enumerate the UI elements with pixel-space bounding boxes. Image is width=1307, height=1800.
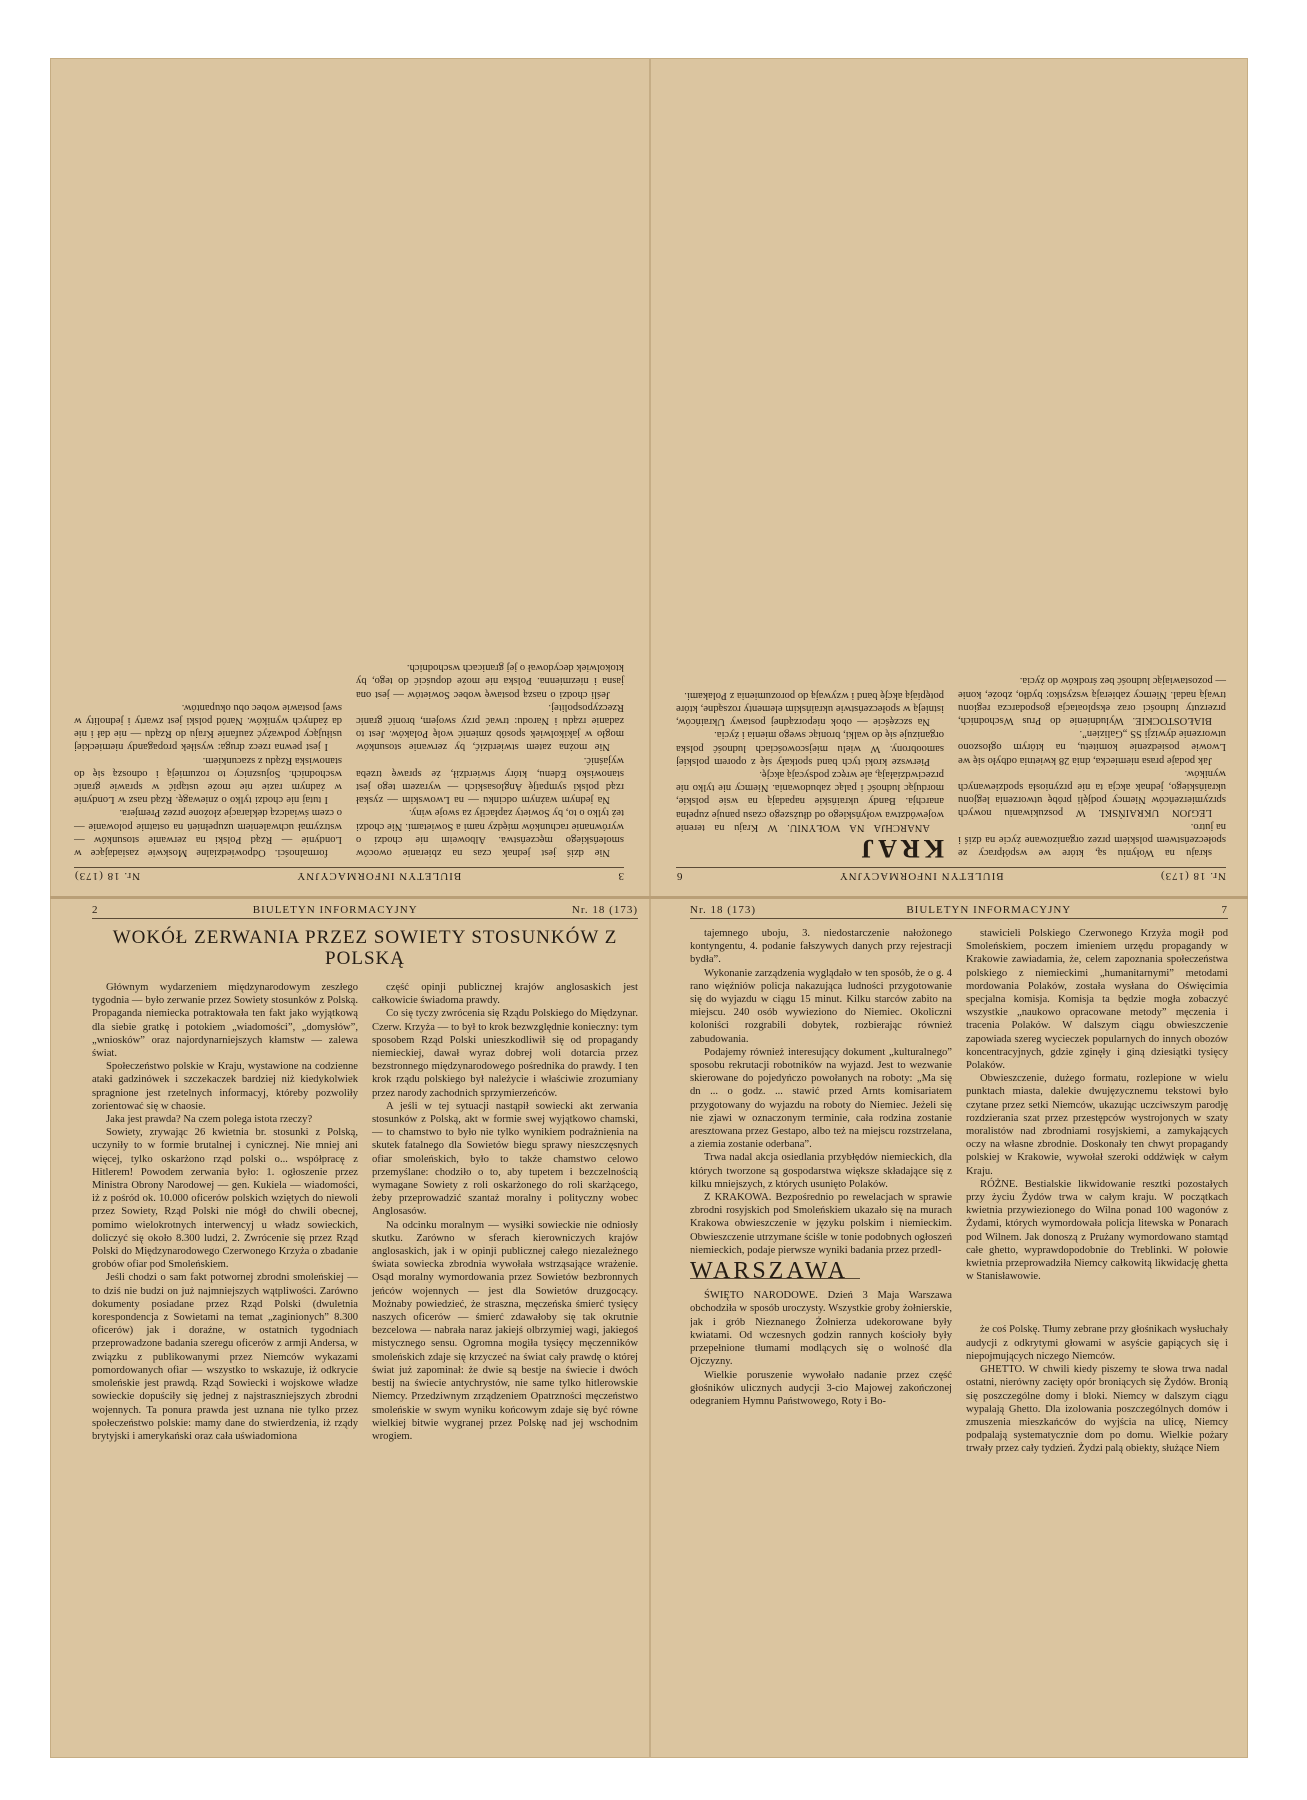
paragraph: część opinji publicznej krajów anglosaskich jest całkowicie świadoma prawdy. (372, 982, 638, 1007)
page-number: 2 (92, 904, 99, 916)
publication-title: BIULETYN INFORMACYJNY (252, 904, 418, 916)
paragraph: Wielkie poruszenie wywołało nadanie przez część głośników ulicznych audycji 3-cio Majowej zakończonej odegraniem Hymnu Państwowego, Roty i Bo- (690, 1369, 952, 1407)
paragraph: A jeśli w tej sytuacji nastąpił sowiecki akt zerwania stosunków z Polską, akt w formie swej wyjątkowo chamski, — to chamstwo to było nie tylko wynikiem podrażnienia na skutek fatalnego dla Sowietów biegu sprawy nieszczęsnych ofiar smoleńskich, było to także chamstwo celowo przemyślane: chodziło o to, aby tupetem i bezczelnością wymagane Sowiety z roli oskarżonego do roli skarżącego, żeby przeprowadzić szantaż moralny i polityczny wobec Anglosasów. (372, 1100, 638, 1218)
paragraph: Na odcinku moralnym — wysiłki sowieckie nie odniosły skutku. Zarówno w sferach kierowniczych krajów anglosaskich, jak i w opinji publicznej całego niezależnego świata sowiecka zbrodnia wywołała wstrząsające wrażenie. Osąd moralny wymordowania przez Sowietów bezbronnych jeńców wojennych — jest dla Sowietów druzgocący. Możnaby powiedzieć, że straszna, męczeńska śmierć tysięcy naszych oficerów — śmierć zdawałoby się tak okrutnie bezcelowa — nabrała naraz jakiejś olbrzymiej wagi, jakiegoś mistycznego sensu. Ogromna mogiła tysięcy męczenników smoleńskich zdaje się krzyczeć na świat cały prawdę o której świat już zapominał: że dwie są bestje na świecie i dwóch bestij na świecie antychrystów, nie same tylko hitlerowskie Niemcy. Przedziwnym zrządzeniem Opatrzności męczeństwo smoleńskie w swym wyniku końcowym zdaje się być równe wielkiej bitwie wygranej przez Polskę nad jej wschodnim wrogiem. (372, 1219, 638, 1442)
paragraph: stawicieli Polskiego Czerwonego Krzyża mogił pod Smoleńskiem, poczem imieniem urzędu propagandy w Krakowie zawiadamia, że, celem zapoznania społeczeństwa polskiego z niemieckimi „humanitarnymi” metodami mordowania Polaków, została wysłana do Oświęcimia specjalna komisja. Komisja ta będzie mogła zobaczyć wszystkie „naukowo opracowane metody” męczenia i tracenia Polaków. W dalszym ciągu obwieszczenie zapowiada szereg wycieczek popularnych do innych obozów koncentracyjnych, gdzie zginęły i giną dziesiątki tysięcy Polaków. (966, 928, 1228, 1072)
page-2 (92, 904, 638, 1750)
section-heading-kraj: KRAJ (857, 834, 944, 863)
paragraph: I jest pewna rzecz druga: wysiłek propagandy niemieckiej usiłujący podważyć zaufanie Kraju do Rządu — nie dał i nie da żadnych wyników. Naród polski jest zwarty i jednolity w swej postawie wobec obu okupantów. (74, 701, 342, 753)
issue-number: Nr. 18 (173) (571, 904, 638, 916)
publication-title: BIULETYN INFORMACYJNY (296, 870, 462, 882)
column-right (966, 927, 1228, 1456)
paragraph: Wykonanie zarządzenia wyglądało w ten sposób, że o g. 4 rano więźniów policja nakazująca ludności przygotowanie się do wyjazdu w ciągu 15 minut. Kilku starców zabito na miejscu. 240 osób wywieziono do Niemiec. Okoliczni koloniści rozgrabili dobytek, rozbierając również zabudowania. (690, 967, 952, 1045)
paragraph: Na jednym ważnym odcinku — na Lwowskim — zyskał rząd polski sympatję Anglosaskich — wyrazem tego jest stanowisko Edenu, który stwierdził, że sprawę trzeba wyjaśnić. (356, 754, 624, 806)
article-title: WOKÓŁ ZERWANIA PRZEZ SOWIETY STOSUNKÓW Z POLSKĄ (112, 927, 618, 969)
paragraph: że coś Polskę. Tłumy zebrane przy głośnikach wysłuchały audycji z odkrytymi głowami w asyście gapiących się i niepojmujących niczego Niemców. (966, 1324, 1228, 1362)
publication-title: BIULETYN INFORMACYJNY (906, 904, 1072, 916)
paragraph: LEGJON UKRAIŃSKI. W poszukiwaniu nowych sprzymierzeńców Niemcy podjęli próbę utworzenia legjonu ukraińskiego, jednak akcja ta nie przyniosła spodziewanych wyników. (958, 767, 1226, 819)
column-left (92, 981, 358, 1443)
paragraph: Pierwsze kroki tych band spotkały się z oporem polskiej samoobrony. W wielu miejscowościach ludność polska organizuje się do walki, broniąc swego mienia i życia. (676, 729, 944, 767)
paragraph: Na szczęście — obok nieporządnej postawy Ukraińców, istnieją w społeczeństwie ukraińskim elementy rozsądne, które potępiają akcję band i wzywają do porozumienia z Polakami. (676, 689, 944, 728)
page-number: 7 (1221, 904, 1228, 916)
paragraph: Nie dziś jest jednak czas na zbieranie owoców smoleńskiego męczeństwa. Alboweim nie chodzi o wyrównanie rachunków między nami a Sowietami. Nie chodzi też tylko o to, by Sowiety zapłaciły za swoje winy. (356, 807, 624, 858)
paragraph: ANARCHJA NA WOŁYNIU. W Kraju na terenie województwa wołyńskiego od dłuższego czasu panuje zupełna anarchja. Bandy ukraińskie napadają na wsie polskie, mordując ludność i paląc zabudowania. Niemcy nie tylko nie przeciwdziałają, ale wręcz podsycają akcję. (676, 768, 944, 833)
column-right (676, 674, 944, 863)
paragraph: RÓŻNE. Bestialskie likwidowanie resztki pozostałych przy życiu Żydów trwa w całym kraju. W początkach kwietnia przywiezionego do Wilna ponad 100 wagonów z Żydami, których wymordowała policja litewska w Ponarach pod Wilnem. Jak donoszą z Prużany wymordowano stamtąd całe ghetto, wyprawdopodobnie do Treblinki. W połowie kwietnia przeprowadziła Niemcy całkowitą likwidację ghetta w Stanisławowie. (966, 1178, 1228, 1283)
column-right (372, 981, 638, 1443)
paragraph: Jeśli chodzi o naszą postawę wobec Sowietów — jest ona jasna i niezmienna. Polska nie może dopuścić do tego, by ktokolwiek decydował o jej granicach wschodnich. (356, 662, 624, 700)
column-left (958, 674, 1226, 859)
column-left (690, 927, 952, 1456)
paragraph: BIAŁOSTOCKIE. Wyludnienie do Prus Wschodnich, przerzuty ludności oraz eksploatacja gospodarcza regionu trwają nadal. Niemcy zabierają wszystko: bydło, zboże, konie — pozostawiając ludność bez środków do życia. (958, 675, 1226, 726)
paragraph: formalności. Odpowiedzialne Moskwie zasiadające w Londynie — Rząd Polski na zerwanie stosunków — wstrzymał uchwaleniem uzupełnień na ostatnie polowanie — o czem świadczą deklaracje złożone przez Premjera. (74, 807, 342, 858)
section-heading-warszawa: WARSZAWA (690, 1265, 860, 1279)
paragraph: Z KRAKOWA. Bezpośrednio po rewelacjach w sprawie zbrodni rosyjskich pod Smoleńskiem ukazało się na murach Krakowa obwieszczenie w języku polskim i niemieckim. Obwieszczenie utrzymane ściśle w tonie podobnych ogłoszeń niemieckich, podaje pierwsze wyniki badania przez przedl- (690, 1192, 952, 1256)
paragraph: GHETTO. W chwili kiedy piszemy te słowa trwa nadal ostatni, nierówny zacięty opór broniących się Żydów. Bronią się poszczególne domy i bloki. Niemcy w dalszym ciągu wypalają Ghetto. Dla izolowania poszczególnych domów i zmuszenia mieszkańców do wyjścia na ulicę, Niemcy podpalają systematycznie dom po domu. Wielkie pożary trwały przez cały tydzień. Żydzi palą obiekty, służące Niem (966, 1364, 1228, 1455)
issue-number: Nr. 18 (173) (74, 870, 141, 882)
fold-horizontal (50, 896, 1248, 899)
paragraph: Społeczeństwo polskie w Kraju, wystawione na codzienne ataki gadzinówek i szczekaczek bardziej niż kiedykolwiek spragnione jest rzetelnych informacyj, któreby pozwoliły zorientować się w chaosie. (92, 1061, 358, 1112)
column-right (74, 661, 342, 859)
paragraph: I tutaj nie chodzi tylko o zniewagę. Rząd nasz w Londynie w żadnym razie nie może ustąpić w sprawie granic wschodnich. Sojusznicy to rozumieją i odnoszą się do stanowiska Rządu z szacunkiem. (74, 754, 342, 806)
page-header (690, 904, 1228, 919)
paragraph: Co się tyczy zwrócenia się Rządu Polskiego do Międzynar. Czerw. Krzyża — to był to krok bezwzględnie konieczny: tym sposobem Rząd Polski unieszkodliwił się od propagandy niemieckiej, dawał wyraz dobrej woli dotarcia przez bezstronnego międzynarodowego pośrednika do prawdy. I ten krok rządu polskiego był należycie i właściwie zrozumiany przez narody zachodnich sprzymierzeńców. (372, 1008, 638, 1099)
page-header (676, 867, 1226, 882)
page-6 (664, 70, 1238, 890)
page-number: 3 (617, 870, 624, 882)
issue-number: Nr. 18 (173) (1159, 870, 1226, 882)
page-3 (62, 70, 636, 890)
paragraph: Sowiety, zrywając 26 kwietnia br. stosunki z Polską, uczyniły to w formie brutalnej i cynicznej. Nie mniej ani więcej, tylko oskarżono rząd polski o... współpracę z Hitlerem! Powodem zerwania było: 1. ogłoszenie przez Ministra Obrony Narodowej — gen. Kukiela — wiadomości, iż z pośród ok. 10.000 oficerów polskich wziętych do niewoli przez Sowiety, Rząd Polski nie mógł do chwili obecnej, pomimo wielokrotnych interwencyj u władz sowieckich, doliczyć się około 8.300 ludzi, 2. Zwrócenie się przez Rząd Polski do Międzynarodowego Czerwonego Krzyża o zbadanie grobów ofiar pod Smoleńskiem. (92, 1127, 358, 1271)
page-7 (690, 904, 1228, 1750)
paragraph: Podajemy również interesujący dokument „kulturalnego” sposobu rekrutacji robotników na wyjazd. Jest to wezwanie skierowane do pojedyńczo powołanych na roboty: „Ma się dn ... o godz. ... stawić przed Arnts komisariatem przygotowany do wyjazdu na roboty do Niemiec. Jeżeli się nie zjawi w oznaczonym terminie, cała rodzina zostanie aresztowana przez Gestapo, albo też na miejscu rozstrzelana, a ziemia zostanie oderbana”. (690, 1046, 952, 1151)
publication-title: BIULETYN INFORMACYJNY (838, 870, 1004, 882)
page-number: 6 (676, 870, 683, 882)
paragraph: Jeśli chodzi o sam fakt potwornej zbrodni smoleńskiej — to dziś nie budzi on już najmniejszych wątpliwości. Zarówno dokumenty posiadane przez Rząd Polski (dwuletnia korespondencja z Sowietami na temat „zaginionych” 8.300 oficerów) jak i doraźne, w ostatnich tygodniach przeprowadzone badania szeregu oficerów z armji Andersa, w związku z publikowanymi przez Niemców wykazami pomordowanych ofiar — wszystko to wskazuje, iż odkrycie smoleńskie jest prawdą. Rząd Sowiecki i wojskowe władze sowieckie dopuściły się jednej z najstraszniejszych zbrodni wojennych. Ta ponura prawda jest uznana nie tylko przez społeczeństwo polskie: mamy dane do stwierdzenia, iż rządy brytyjski i amerykański oraz cała uświadomiona (92, 1272, 358, 1442)
paragraph: Głównym wydarzeniem międzynarodowym zeszłego tygodnia — było zerwanie przez Sowiety stosunków z Polską. Propaganda niemiecka potraktowała ten fakt jako wyjątkową dla siebie gratkę i potokiem „wiadomości”, „domysłów”, „wniosków” oraz najordynarniejszych kłamstw — zalewa świat. (92, 982, 358, 1060)
paragraph: Trwa nadal akcja osiedlania przybłędów niemieckich, dla których tworzone są gospodarstwa większe składające się z kilku mniejszych, z których usunięto Polaków. (690, 1152, 952, 1190)
paragraph: Nie można zatem stwierdzić, by zerwanie stosunków mogło w jakikolwiek sposób zmienić wolę Polaków. Jest to zadanie rządu i Narodu: trwać przy swojem, bronić granic Rzeczypospolitej. (356, 701, 624, 753)
issue-number: Nr. 18 (173) (690, 904, 757, 916)
paragraph: Jaka jest prawda? Na czem polega istota rzeczy? (106, 1114, 313, 1126)
page-header (74, 867, 624, 882)
paragraph: skraju na Wołyniu są, które we współpracy ze społeczeństwem polskiem przez organizowane życie na dziś i na jutro. (958, 820, 1226, 858)
fold-vertical (649, 58, 651, 1758)
column-left (356, 661, 624, 859)
paragraph: tajemnego uboju, 3. niedostarczenie nałożonego kontyngentu, 4. podanie fałszywych danych przy rejestracji bydła”. (690, 928, 952, 966)
paragraph: ŚWIĘTO NARODOWE. Dzień 3 Maja Warszawa obchodziła w sposób uroczysty. Wszystkie groby żołnierskie, jak i grób Nieznanego Żołnierza udekorowane były kwiatami. Od wczesnych godzin rannych kościoły były przepełnione tłumami modlących się o wolność dla Ojczyzny. (690, 1290, 952, 1368)
paragraph: Obwieszczenie, dużego formatu, rozlepione w wielu punktach miasta, dalekie dwujęzycznemu tekstowi było czytane przez setki Niemców, ukazując uczciwszym parodję rozdzierania szat przez przestępców wystrojonych w szaty moralistów nad zbrodniami rosyjskiemi, a zamykających oczy na własne zbrodnie. Doskonały ten chwyt propagandy polskiej w Krakowie, wywołał szeroki oddźwięk w całym Kraju. (966, 1073, 1228, 1177)
paragraph: Jak podaje prasa niemiecka, dnia 28 kwietnia odbyło się we Lwowie posiedzenie komitetu, na którym ogłoszono utworzenie dywizji SS „Galizien”. (958, 728, 1226, 766)
page-header (92, 904, 638, 919)
